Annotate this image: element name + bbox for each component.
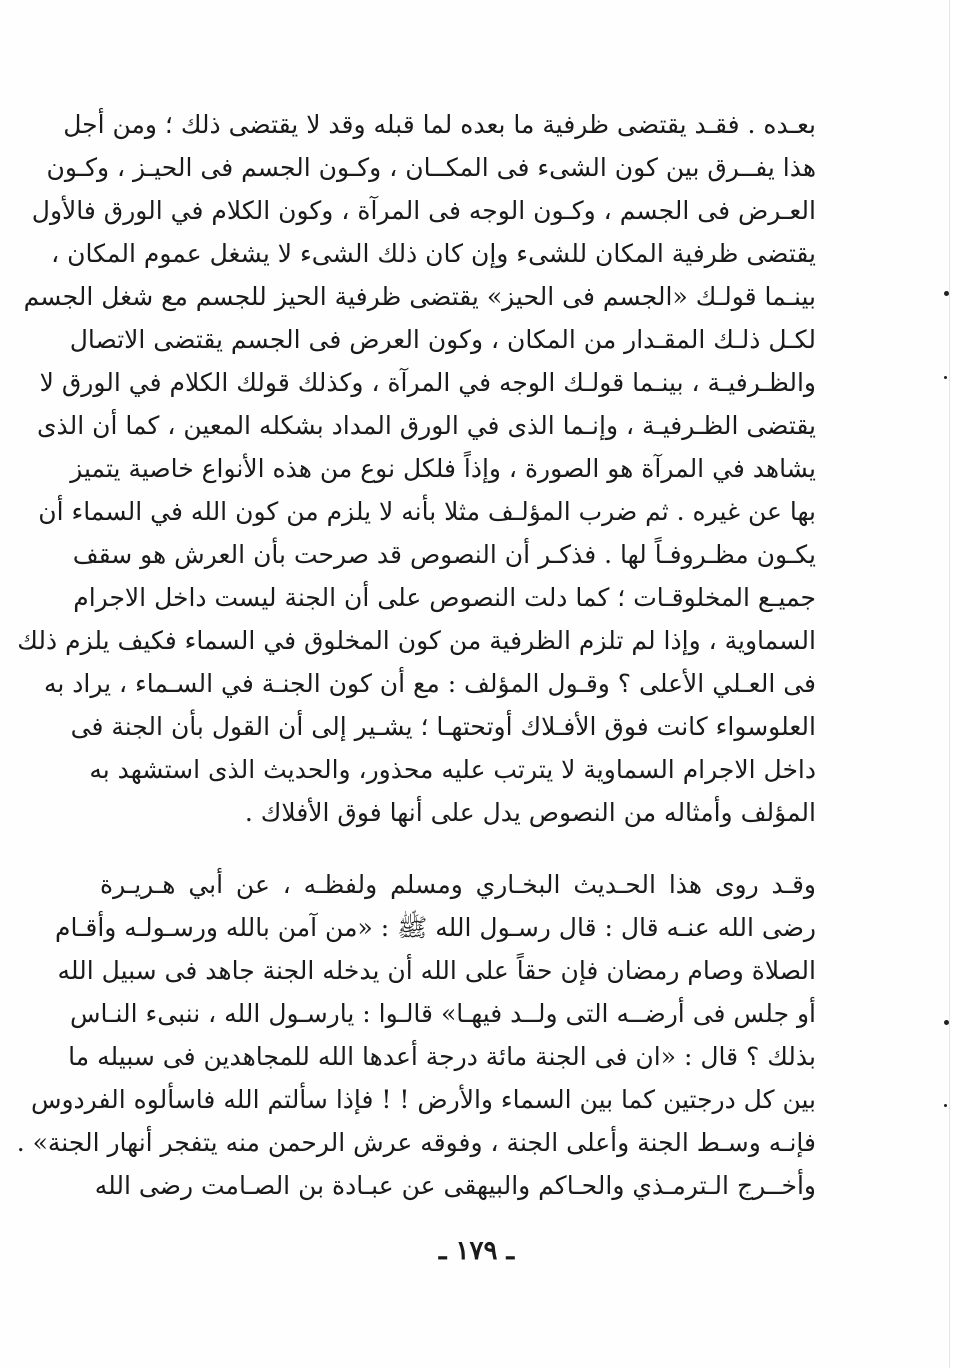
text-line: السماوية ، وإذا لم تلزم الظرفية من كون المخلوق في السماء فكيف يلزم ذلك [17,626,816,655]
text-line: وقـد روى هذا الحـديث البخـاري ومسلم ولفظـه ، عن أبي هـريـرة [100,870,816,899]
paragraph-commentary [17,103,816,834]
text-line: بها عن غيره . ثم ضرب المؤلـف مثلا بأنه لا يلزم من كون الله في السماء أن [38,497,816,526]
text-line: جميـع المخلوقـات ؛ كما دلت النصوص على أن الجنة ليست داخل الاجرام [73,583,816,612]
text-line: أو جلس فى أرضــه التى ولــد فيهـا» قالـوا : يارسـول الله ، ننبىء النـاس [70,999,816,1028]
text-line: المؤلف وأمثاله من النصوص يدل على أنها فوق الأفلاك . [244,798,816,827]
text-line: هذا يفــرق بين كون الشىء فى المكــان ، وكـون الجسم فى الحيـز ، وكـون [46,153,816,182]
text-line: لكـل ذلـك المقـدار من المكان ، وكون العرض فى الجسم يقتضى الاتصال [69,325,816,354]
text-line: بذلك ؟ قال : «ان فى الجنة مائة درجة أعدها الله للمجاهدين فى سبيله ما [68,1042,816,1071]
paragraph-hadith [16,863,816,1207]
text-line: داخل الاجرام السماوية لا يترتب عليه محذور، والحديث الذى استشهد به [89,755,816,784]
scan-speck [944,1104,947,1107]
text-line: يقتضى ظرفية المكان للشىء وإن كان ذلك الشىء لا يشغل عموم المكان ، [51,239,816,268]
text-line: بعـده . فقـد يقتضى ظرفية ما بعده لما قبله وقد لا يقتضى ذلك ؛ ومن أجل [63,110,816,139]
text-line: فى العـلي الأعلى ؟ وقـول المؤلف : مع أن كون الجنـة في السـماء ، يراد به [43,669,816,698]
page-edge-divider [949,0,950,1368]
text-line: بين كل درجتين كما بين السماء والأرض ! ! فإذا سألتم الله فاسألوه الفردوس [30,1085,816,1114]
text-line: رضى الله عنـه قال : قال رسـول الله ﷺ : «من آمن بالله ورسـولـه وأقـام [54,913,816,942]
text-line: فإنـه وسـط الجنة وأعلى الجنة ، وفوقه عرش الرحمن منه يتفجر أنهار الجنة» . [16,1128,816,1157]
text-line: وأخــرج الـترمـذي والحـاكم والبيهقى عن عبـادة بن الصـامت رضى الله [94,1171,816,1200]
text-line: يشاهد في المرآة هو الصورة ، وإذاً فلكل نوع من هذه الأنواع خاصية يتميز [70,454,816,483]
text-line: بينـما قولـك «الجسم فى الحيز» يقتضى ظرفية الحيز للجسم مع شغل الجسم [23,282,816,311]
text-line: العـرض فى الجسم ، وكـون الوجه فى المرآة ، وكون الكلام في الورق فالأول [31,196,816,225]
text-line: الصلاة وصام رمضان فإن حقاً على الله أن يدخله الجنة جاهد فى سبيل الله [57,956,816,985]
text-line: يكـون مظـروفـاً لها . فذكـر أن النصوص قد صرحت بأن العرش هو سقف [72,540,816,569]
text-line: يقتضى الظـرفيـة ، وإنـما الذى في الورق المداد بشكله المعين ، كما أن الذى [36,411,816,440]
page-number: ـ ١٧٩ ـ [438,1236,515,1266]
text-line: والظـرفيـة ، بينـما قولـك الوجه في المرآة ، وكذلك قولك الكلام في الورق لا [39,368,816,397]
scan-speck [944,376,947,379]
text-line: العلوسواء كانت فوق الأفـلاك أوتحتهـا ؛ يشـير إلى أن القول بأن الجنة فى [70,712,816,741]
